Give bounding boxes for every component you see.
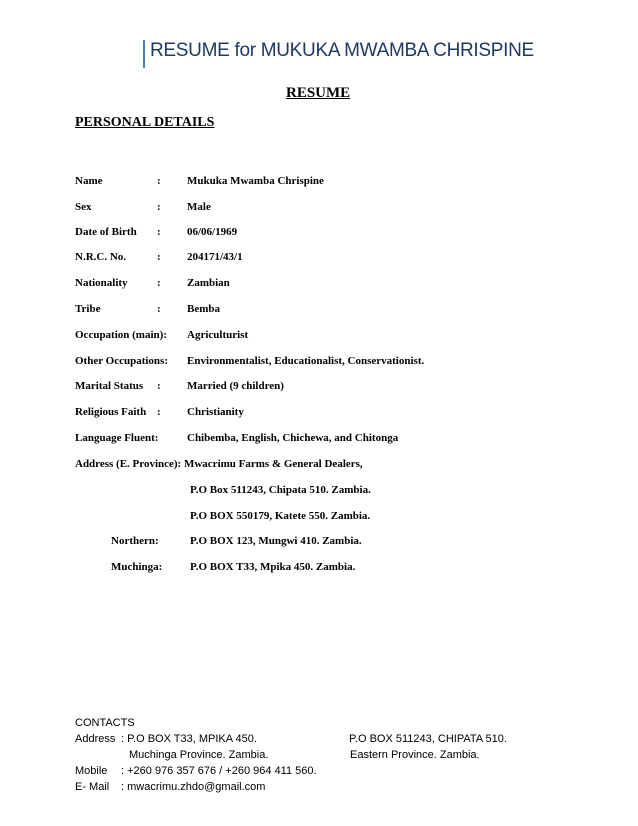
detail-label: Other Occupations: [75,355,168,367]
detail-value: Agriculturist [187,329,249,341]
detail-value: Bemba [187,303,220,315]
address-line-2: P.O Box 511243, Chipata 510. Zambia. [190,484,371,496]
document-title: RESUME [286,85,351,101]
detail-value: 204171/43/1 [187,251,243,263]
detail-value: Zambian [187,277,230,289]
section-title-personal-details: PERSONAL DETAILS [75,115,215,130]
detail-label: Religious Faith [75,406,147,418]
detail-label: Occupation (main): [75,329,167,341]
detail-colon: : [157,303,161,315]
detail-colon: : [157,406,161,418]
detail-label: Language Fluent: [75,432,159,444]
detail-label: Name [75,175,103,187]
detail-label: Sex [75,201,92,213]
contacts-email-value: : mwacrimu.zhdo@gmail.com [121,781,266,793]
detail-value: Environmentalist, Educationalist, Conservationist. [187,355,425,367]
contacts-address-value-2: Muchinga Province. Zambia. [129,749,269,761]
detail-colon: : [157,175,161,187]
detail-colon: : [157,251,161,263]
header-title: RESUME for MUKUKA MWAMBA CHRISPINE [150,40,534,61]
address-muchinga-value: P.O BOX T33, Mpika 450. Zambia. [190,561,356,573]
detail-value: Married (9 children) [187,380,284,392]
detail-colon: : [157,226,161,238]
detail-label: Nationality [75,277,128,289]
detail-label: Tribe [75,303,101,315]
contacts-address-right-2: Eastern Province. Zambia. [350,749,480,761]
detail-colon: : [157,380,161,392]
contacts-heading: CONTACTS [75,717,135,729]
address-label-line: Address (E. Province): Mwacrimu Farms & General Dealers, [75,458,363,470]
contacts-address-label: Address [75,733,116,745]
contacts-address-value: : P.O BOX T33, MPIKA 450. [121,733,257,745]
detail-value: Chibemba, English, Chichewa, and Chitonga [187,432,399,444]
detail-colon: : [157,277,161,289]
detail-label: N.R.C. No. [75,251,127,263]
detail-colon: : [157,201,161,213]
address-muchinga-label: Muchinga: [111,561,163,573]
address-northern-label: Northern: [111,535,159,547]
contacts-address-right: P.O BOX 511243, CHIPATA 510. [349,733,507,745]
contacts-mobile-value: : +260 976 357 676 / +260 964 411 560. [121,765,317,777]
detail-value: Christianity [187,406,244,418]
detail-value: 06/06/1969 [187,226,238,238]
address-line-3: P.O BOX 550179, Katete 550. Zambia. [190,510,371,522]
header-accent-bar [143,40,145,68]
contacts-email-label: E- Mail [75,781,110,793]
detail-value: Mukuka Mwamba Chrispine [187,175,324,187]
address-northern-value: P.O BOX 123, Mungwi 410. Zambia. [190,535,362,547]
detail-label: Date of Birth [75,226,137,238]
contacts-mobile-label: Mobile [75,765,108,777]
detail-value: Male [187,201,211,213]
detail-label: Marital Status [75,380,144,392]
